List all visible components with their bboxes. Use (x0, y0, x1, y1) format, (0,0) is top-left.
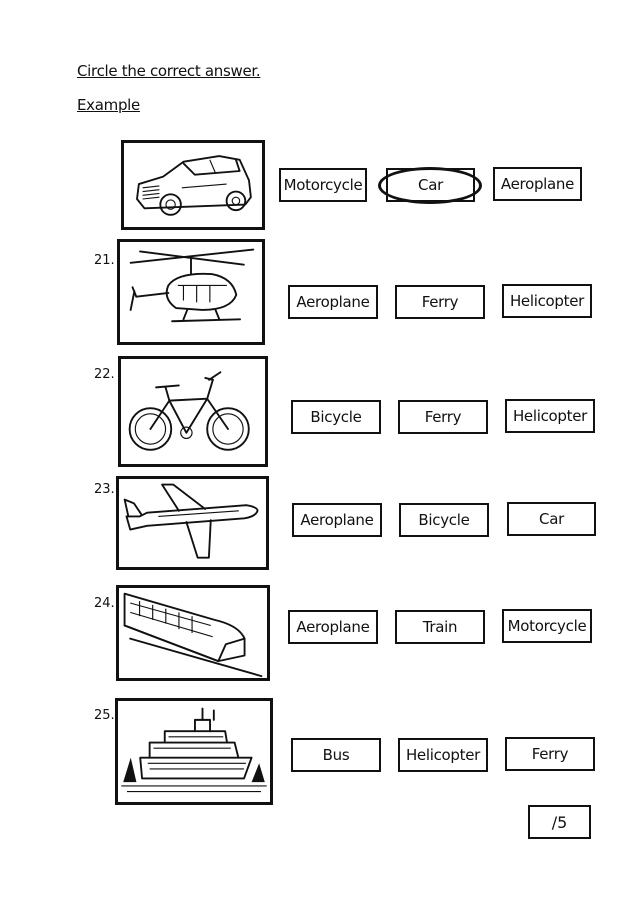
score-box: /5 (528, 805, 591, 839)
q23-option-1[interactable]: Aeroplane (292, 503, 382, 537)
q21-option-1[interactable]: Aeroplane (288, 285, 378, 319)
q24-option-3[interactable]: Motorcycle (502, 609, 592, 643)
q24-option-1[interactable]: Aeroplane (288, 610, 378, 644)
question-number: 24. (94, 596, 115, 611)
q21-option-3[interactable]: Helicopter (502, 284, 592, 318)
train-icon (116, 585, 270, 681)
helicopter-icon (117, 239, 265, 345)
question-number: 21. (94, 253, 115, 268)
q22-option-3[interactable]: Helicopter (505, 399, 595, 433)
ferry-icon (115, 698, 273, 805)
q25-option-3[interactable]: Ferry (505, 737, 595, 771)
q22-option-2[interactable]: Ferry (398, 400, 488, 434)
question-number: 23. (94, 482, 115, 497)
q25-option-1[interactable]: Bus (291, 738, 381, 772)
q24-option-2[interactable]: Train (395, 610, 485, 644)
instruction-text: Circle the correct answer. (77, 62, 261, 80)
example-label: Example (77, 96, 140, 114)
q21-option-2[interactable]: Ferry (395, 285, 485, 319)
bicycle-icon (118, 356, 268, 467)
example-option-1[interactable]: Motorcycle (279, 168, 367, 202)
aeroplane-icon (116, 476, 269, 570)
q23-option-2[interactable]: Bicycle (399, 503, 489, 537)
q25-option-2[interactable]: Helicopter (398, 738, 488, 772)
question-number: 25. (94, 708, 115, 723)
question-number: 22. (94, 367, 115, 382)
car-icon (121, 140, 265, 230)
q22-option-1[interactable]: Bicycle (291, 400, 381, 434)
example-option-3[interactable]: Aeroplane (493, 167, 582, 201)
example-option-2[interactable]: Car (386, 168, 475, 202)
q23-option-3[interactable]: Car (507, 502, 596, 536)
